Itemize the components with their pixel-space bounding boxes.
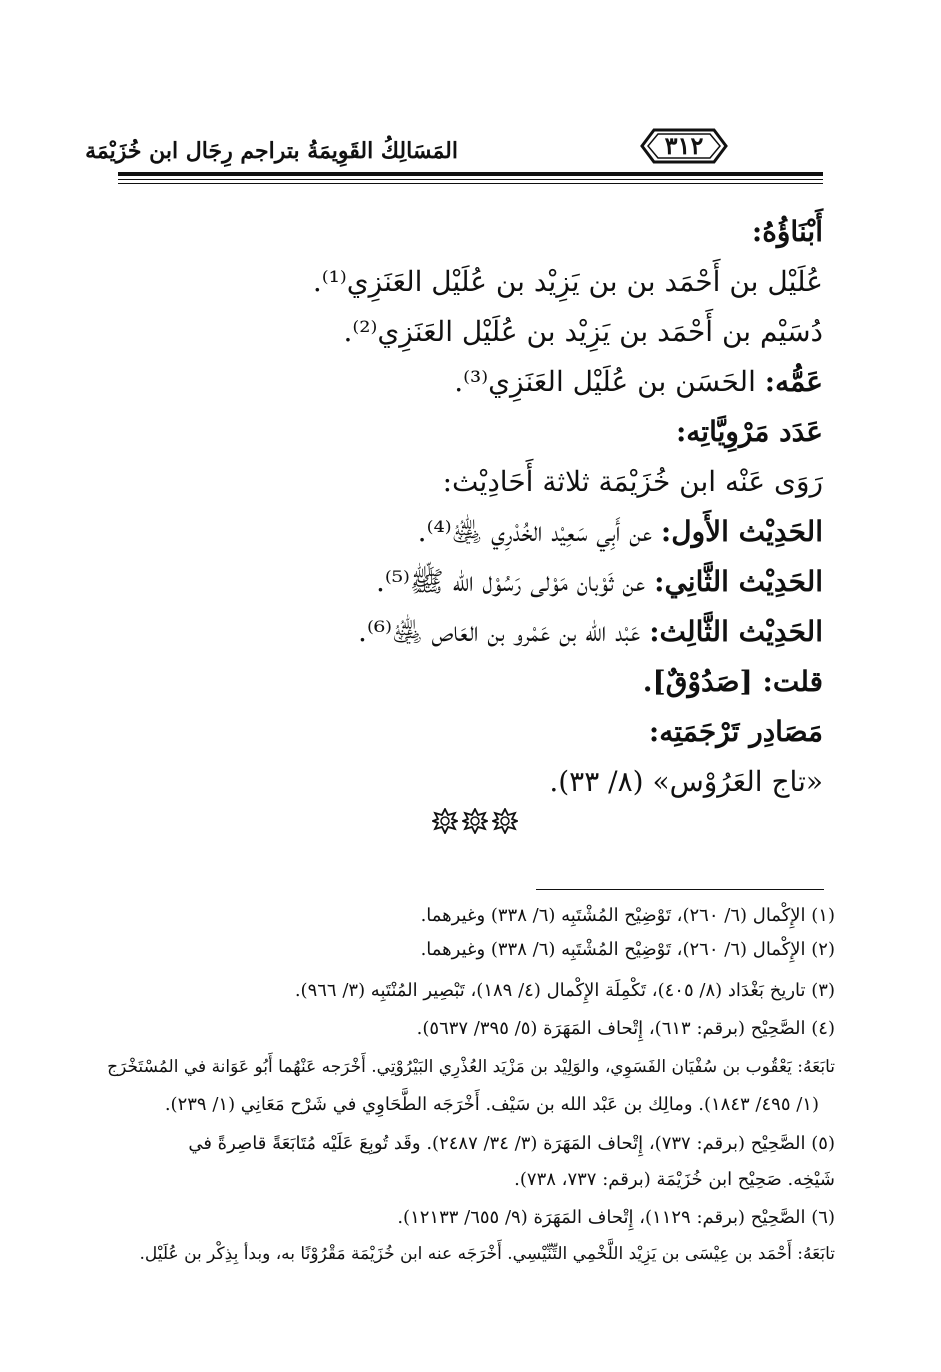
footnote-separator — [536, 889, 824, 890]
hadith-line-second — [376, 562, 823, 602]
footnote-5-continuation: شَيْخِه. صَحِيْح ابن خُزَيْمَة (برقم: ٧٣٧، ٧٣٨). — [514, 1169, 835, 1190]
verdict-line: قلت: [صَدُوْقٌ]. — [642, 665, 823, 698]
header-rule-thin — [118, 183, 823, 184]
header-rule-thin — [118, 179, 823, 180]
footnote-3: (٣) تاريخ بَغْدَاد (٨/ ٤٠٥)، تَكْمِلَة الإِكْمال (٤/ ١٨٩)، تَبْصِير المُنْتَبِه (٣/ ٩٦٦). — [294, 980, 835, 1001]
footnote-4-continuation: (١/ ٤٩٥/ ١٨٤٣). ومالِك بن عَبْد الله بن سَيْف. أَخْرَجَه الطَّحَاوِي في شَرْح مَعَانِي (١/ ٢٣٩). — [164, 1094, 819, 1115]
source-line: «تاج العَرُوْس» (٨/ ٣٣). — [549, 765, 823, 798]
running-title: المَسَالِكُ القَوِيمَةُ بتراجم رِجَال ابن خُزَيْمَة — [85, 138, 458, 164]
hadith-label: الحَدِيْث الثَّالِث: — [649, 615, 823, 648]
footnote-4-continuation: تابَعَهُ: يَعْقُوب بن سُفْيَان الفَسَوِي، والوَلِيْد بن مَزْيَد العُذْرِي البَيْرُوْتِي. أَخْرَجه عَنْهُما أَبُو عَوَانة في المُسْتَخْرَج — [107, 1057, 835, 1077]
text-line: رَوَى عَنْه ابن خُزَيْمَة ثلاثة أَحَادِيْث: — [442, 465, 823, 498]
hadith-label: الحَدِيْث الأَول: — [660, 515, 823, 548]
star-ornament-icon — [492, 808, 518, 834]
footnote-5: (٥) الصَّحِيْح (برقم: ٧٣٧)، إِتْحاف المَهَرَة (٣/ ٣٤/ ٢٤٨٧). وقَد تُوبِعَ عَلَيْه مُتَابَعَةً قاصِرةً في — [188, 1133, 835, 1154]
text-line-uncle — [454, 362, 823, 402]
footnote-1: (١) الإِكْمال (٦/ ٢٦٠)، تَوْضِيْح المُشْتَبِه (٦/ ٣٣٨) وغيرهما. — [420, 905, 835, 926]
footnote-6: (٦) الصَّحِيْح (برقم: ١١٢٩)، إِتْحاف المَهَرَة (٩/ ٦٥٥/ ١٢١٣٣). — [397, 1207, 835, 1228]
text-line: عُلَيْل بن أَحْمَد بن بن يَزِيْد بن عُلَيْل العَنَزِي⁽¹⁾. — [312, 265, 823, 298]
hadith-label: الحَدِيْث الثَّانِي: — [654, 565, 823, 598]
text-line: دُسَيْم بن أَحْمَد بن يَزِيْد بن عُلَيْل العَنَزِي⁽²⁾. — [343, 315, 823, 348]
section-heading-sons: أَبْنَاؤُهُ: — [751, 215, 823, 248]
hadith-text: عن ثَوْبان مَوْلى رَسُوْل الله ﷺ⁽⁵⁾. — [375, 565, 655, 598]
header-rule — [118, 172, 823, 176]
section-end-ornaments — [430, 808, 520, 838]
footnote-4: (٤) الصَّحِيْح (برقم: ٦١٣)، إِتْحاف المَهَرَة (٥/ ٣٩٥/ ٥٦٣٧). — [416, 1018, 835, 1039]
star-ornament-icon — [432, 808, 458, 834]
label-uncle: عَمُّه: — [764, 365, 823, 398]
hadith-text: عن أَبِي سَعِيْد الخُدْرِي ﵁⁽⁴⁾. — [417, 515, 661, 548]
hadith-line-first — [418, 512, 823, 552]
hadith-text: عَبْد الله بن عَمْرو بن العَاص ﵁⁽⁶⁾. — [358, 615, 650, 648]
section-heading-narrations-count: عَدَد مَرْوِيَّاتِه: — [675, 415, 823, 448]
section-heading-sources: مَصَادِر تَرْجَمَتِه: — [648, 715, 823, 748]
uncle-name: الحَسَن بن عُلَيْل العَنَزِي⁽³⁾. — [454, 365, 765, 398]
footnote-2: (٢) الإِكْمال (٦/ ٢٦٠)، تَوْضِيْح المُشْتَبِه (٦/ ٣٣٨) وغيرهما. — [420, 939, 835, 960]
footnote-6-continuation: تابَعَهُ: أَحْمَد بن عِيْسَى بن يَزِيْد اللَّخْمِي التِّنِّيْسِي. أَخْرَجَه عنه ابن خُزَيْمَة مَقْرُوْنًا به، وبدأ بِذِكْر بن عُلَيْل. — [139, 1244, 835, 1264]
star-ornament-icon — [462, 808, 488, 834]
hadith-line-third — [358, 612, 823, 652]
page-number-frame — [640, 126, 728, 166]
page-number: ٣١٢ — [664, 131, 704, 160]
